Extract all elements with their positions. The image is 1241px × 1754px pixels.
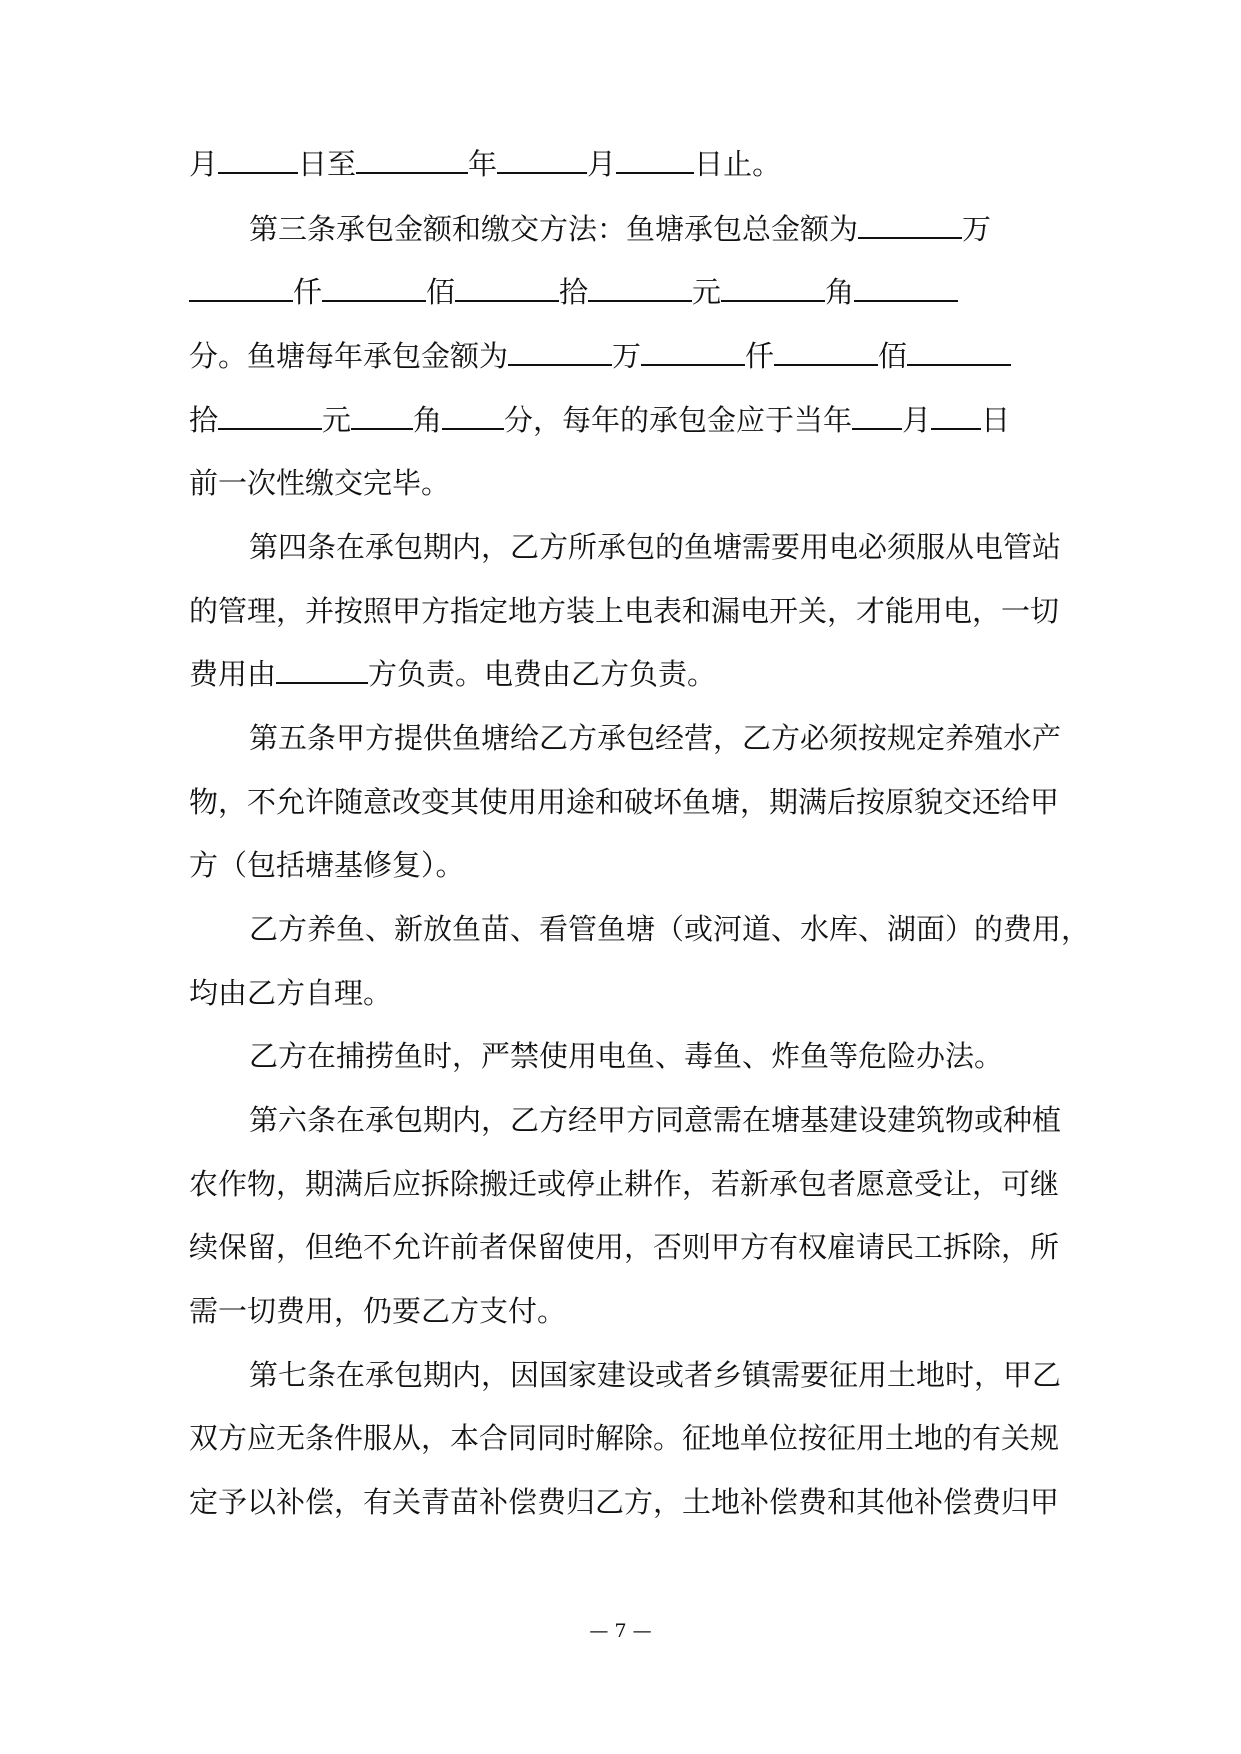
text-run: 仟 [745, 339, 775, 373]
text-line: 第四条在承包期内，乙方所承包的鱼塘需要用电必须服从电管站 [249, 530, 1062, 564]
text-run: 拾 [559, 275, 589, 309]
text-run: 月 [902, 403, 932, 437]
text-run: 前一次性缴交完毕。 [189, 466, 451, 500]
text-line: 均由乙方自理。 [189, 976, 393, 1010]
text-line: 的管理，并按照甲方指定地方装上电表和漏电开关，才能用电，一切 [189, 594, 1060, 628]
text-run: 万 [612, 339, 642, 373]
text-line: 第六条在承包期内，乙方经甲方同意需在塘基建设建筑物或种植 [249, 1103, 1062, 1137]
text-run: 日至 [298, 147, 357, 181]
text-run: 分。鱼塘每年承包金额为 [189, 339, 509, 373]
text-line: 乙方养鱼、新放鱼苗、看管鱼塘（或河道、水库、湖面）的费用， [249, 912, 1091, 946]
text-run: 月 [189, 147, 219, 181]
fill-blank [218, 142, 298, 174]
text-run: 角 [825, 275, 855, 309]
fill-blank [351, 398, 413, 430]
text-line: 需一切费用，仍要乙方支付。 [189, 1294, 567, 1328]
fill-blank [508, 334, 612, 366]
text-run: 拾 [189, 403, 219, 437]
text-run: 仟 [293, 275, 323, 309]
fill-blank [588, 270, 692, 302]
text-line [189, 140, 1055, 188]
text-line [189, 650, 1055, 698]
fill-blank [852, 398, 902, 430]
text-run: 年 [468, 147, 498, 181]
text-run: 第三条承包金额和缴交方法：鱼塘承包总金额为 [249, 212, 859, 246]
text-run: 元 [692, 275, 722, 309]
text-run: 角 [413, 403, 443, 437]
text-line [189, 268, 1055, 316]
text-run: 佰 [426, 275, 456, 309]
fill-blank [854, 270, 958, 302]
fill-blank [497, 142, 587, 174]
fill-blank [189, 270, 293, 302]
text-line [189, 332, 1055, 380]
fill-blank [774, 334, 878, 366]
page-number: — 7 — [589, 1620, 652, 1642]
text-run: 佰 [878, 339, 908, 373]
fill-blank [641, 334, 745, 366]
text-line [189, 459, 1055, 507]
text-line: 第七条在承包期内，因国家建设或者乡镇需要征用土地时，甲乙 [249, 1358, 1062, 1392]
fill-blank [907, 334, 1011, 366]
text-run: 月 [587, 147, 617, 181]
fill-blank [931, 398, 981, 430]
text-line: 方（包括塘基修复）。 [189, 848, 465, 882]
fill-blank [276, 652, 368, 684]
text-run: 万 [962, 212, 992, 246]
text-run: 日 [981, 403, 1011, 437]
text-run: 分，每年的承包金应于当年 [504, 403, 853, 437]
text-line: 续保留，但绝不允许前者保留使用，否则甲方有权雇请民工拆除，所 [189, 1230, 1060, 1264]
fill-blank [721, 270, 825, 302]
fill-blank [442, 398, 504, 430]
text-run: 费用由 [189, 657, 277, 691]
fill-blank [616, 142, 694, 174]
text-run: 方负责。电费由乙方负责。 [368, 657, 717, 691]
text-run: 日止。 [694, 147, 782, 181]
text-line: 农作物，期满后应拆除搬迁或停止耕作，若新承包者愿意受让，可继 [189, 1167, 1060, 1201]
fill-blank [455, 270, 559, 302]
text-line [249, 205, 1055, 253]
text-line: 乙方在捕捞鱼时，严禁使用电鱼、毒鱼、炸鱼等危险办法。 [249, 1039, 1004, 1073]
fill-blank [218, 398, 322, 430]
text-line [189, 396, 1055, 444]
fill-blank [356, 142, 468, 174]
text-line: 定予以补偿，有关青苗补偿费归乙方，土地补偿费和其他补偿费归甲 [189, 1485, 1060, 1519]
text-line: 第五条甲方提供鱼塘给乙方承包经营，乙方必须按规定养殖水产 [249, 721, 1062, 755]
text-line: 物，不允许随意改变其使用用途和破坏鱼塘，期满后按原貌交还给甲 [189, 785, 1060, 819]
fill-blank [858, 207, 962, 239]
text-run: 元 [322, 403, 352, 437]
fill-blank [322, 270, 426, 302]
text-line: 双方应无条件服从，本合同同时解除。征地单位按征用土地的有关规 [189, 1421, 1060, 1455]
